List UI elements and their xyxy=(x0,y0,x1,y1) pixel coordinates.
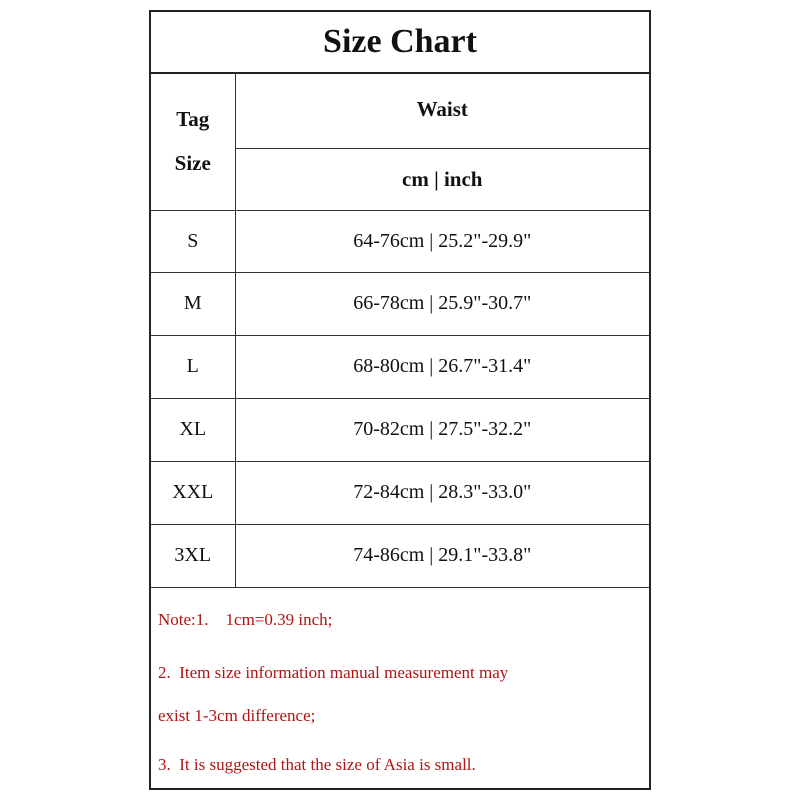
tag-size-header-line1: Tag xyxy=(176,106,210,131)
size-cell: 3XL xyxy=(151,524,235,587)
note-line-4: 3. It is suggested that the size of Asia is small. xyxy=(158,755,476,774)
waist-header: Waist xyxy=(235,72,649,148)
size-cell: XL xyxy=(151,398,235,461)
size-cell: M xyxy=(151,272,235,335)
note-line-1: Note:1. 1cm=0.39 inch; xyxy=(158,610,333,629)
waist-cell: 72-84cm | 28.3"-33.0" xyxy=(235,461,649,524)
waist-cell: 70-82cm | 27.5"-32.2" xyxy=(235,398,649,461)
table-row xyxy=(151,210,649,272)
note-line-2: 2. Item size information manual measurement may xyxy=(158,663,509,682)
table-row xyxy=(151,398,649,461)
note-line-3: exist 1-3cm difference; xyxy=(158,706,316,725)
size-cell: L xyxy=(151,335,235,398)
table-row xyxy=(151,461,649,524)
waist-cell: 64-76cm | 25.2"-29.9" xyxy=(235,210,649,272)
size-cell: S xyxy=(151,210,235,272)
table-row xyxy=(151,335,649,398)
page-title: Size Chart xyxy=(151,12,649,74)
size-table xyxy=(151,72,649,588)
waist-cell: 66-78cm | 25.9"-30.7" xyxy=(235,272,649,335)
tag-size-header xyxy=(151,72,235,210)
notes-section xyxy=(151,587,649,790)
size-chart-frame xyxy=(149,10,651,790)
table-row xyxy=(151,524,649,587)
size-cell: XXL xyxy=(151,461,235,524)
tag-size-header-line2: Size xyxy=(174,150,211,175)
units-header: cm | inch xyxy=(235,148,649,210)
table-row xyxy=(151,272,649,335)
waist-cell: 68-80cm | 26.7"-31.4" xyxy=(235,335,649,398)
waist-cell: 74-86cm | 29.1"-33.8" xyxy=(235,524,649,587)
